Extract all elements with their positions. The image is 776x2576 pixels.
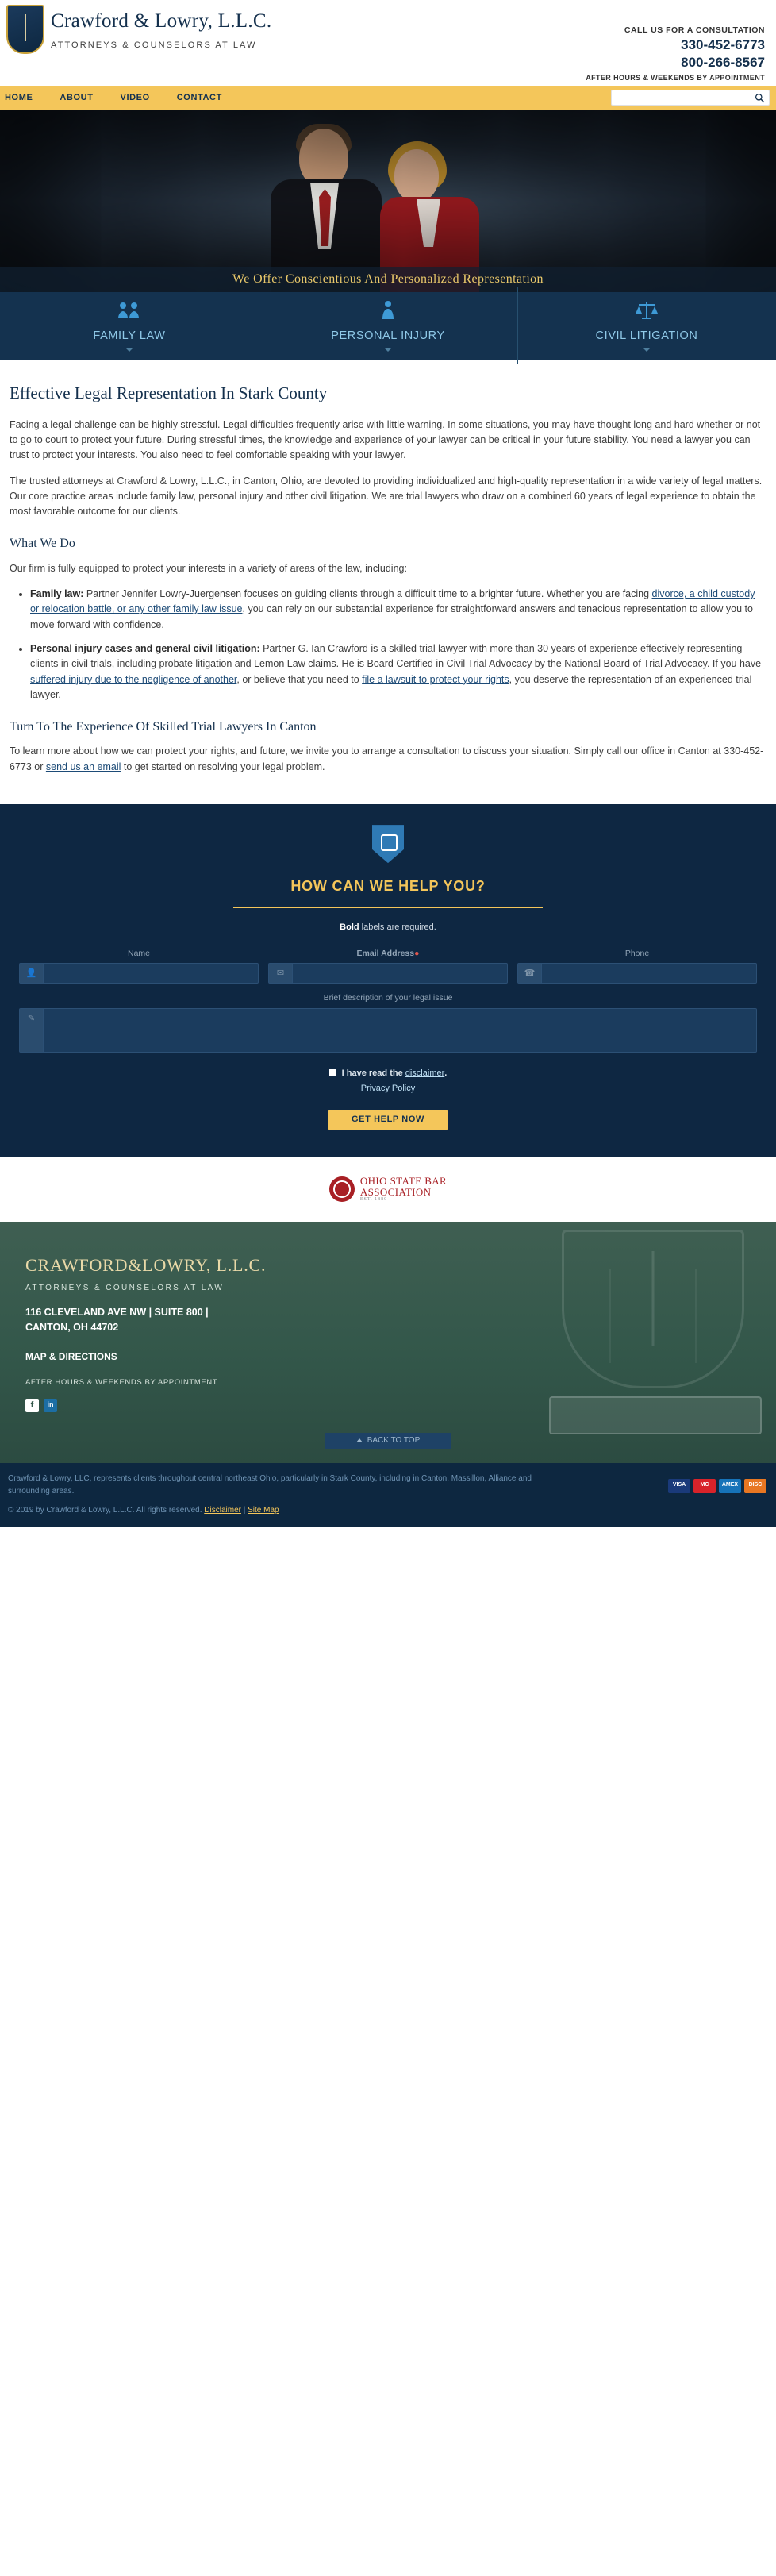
back-to-top-button[interactable]	[325, 1433, 451, 1449]
phone-label: Phone	[624, 949, 650, 959]
injury-text-b: , or believe that you need to	[236, 673, 363, 685]
caret-up-icon	[356, 1438, 363, 1442]
email-input[interactable]	[293, 968, 507, 979]
footer-content	[0, 1252, 776, 1412]
page-title: Effective Legal Representation In Stark County	[10, 383, 328, 402]
what-we-do-intro: Our firm is fully equipped to protect your interests in a variety of areas of the law, including:	[10, 562, 407, 574]
list-item	[30, 641, 766, 703]
disclaimer-row	[19, 1067, 757, 1080]
practice-list	[30, 587, 766, 703]
injury-text-a: Partner G. Ian Crawford is a skilled trial lawyer with more than 30 years of experience effectively representing clients in civil trials, including probate litigation and Lemon Law claims. He is Board Certified in Civil Trial Advocacy by the National Board of Trial Advocacy. If you have	[30, 643, 762, 670]
footer-firm-amp: &	[128, 1254, 143, 1275]
shield-icon	[372, 825, 404, 863]
footer-firm-name	[25, 1252, 776, 1279]
required-note	[0, 921, 776, 934]
practice-area-strip	[0, 292, 776, 360]
chevron-down-icon	[125, 348, 133, 352]
name-label: Name	[127, 949, 150, 959]
ohio-state-bar-badge	[329, 1176, 447, 1203]
family-law-lead: Family law:	[30, 587, 84, 599]
email-label	[268, 947, 508, 960]
map-directions-link[interactable]: MAP & DIRECTIONS	[25, 1350, 117, 1362]
privacy-row	[19, 1082, 757, 1095]
phone-input-wrap[interactable]	[517, 963, 757, 984]
name-input[interactable]	[44, 968, 258, 979]
call-block	[586, 24, 765, 84]
footer-address-line1: 116 CLEVELAND AVE NW | SUITE 800 |	[25, 1307, 209, 1319]
hero-caption: We Offer Conscientious And Personalized Representation	[0, 267, 776, 292]
required-star: ●	[414, 949, 420, 959]
closing-paragraph	[10, 744, 766, 775]
disclaimer-period: .	[444, 1068, 448, 1078]
nav-item-home[interactable]: HOME	[5, 93, 33, 102]
section-heading-what-we-do: What We Do	[10, 536, 75, 550]
search-input[interactable]	[612, 92, 748, 106]
footer-firm-name-1: CRAWFORD	[25, 1254, 129, 1275]
amex-card-icon: AMEX	[719, 1479, 741, 1493]
email-input-wrap[interactable]	[268, 963, 508, 984]
call-label: CALL US FOR A CONSULTATION	[624, 25, 765, 35]
back-to-top-label: BACK TO TOP	[367, 1435, 421, 1445]
linkedin-icon[interactable]: in	[44, 1399, 57, 1412]
nav-item-about[interactable]: ABOUT	[60, 93, 94, 102]
injury-icon	[259, 300, 517, 321]
injury-text-c: , you deserve the representation of an experienced trial lawyer.	[30, 673, 752, 701]
payment-cards	[668, 1479, 766, 1493]
footer-disclaimer-link[interactable]: Disclaimer	[204, 1505, 241, 1515]
service-area-disclaimer: Crawford & Lowry, LLC, represents clients throughout central northeast Ohio, particularly in Stark County, including in Canton, Massillon, Alliance and surrounding areas.	[8, 1473, 532, 1496]
firm-name: Crawford & Lowry, L.L.C.	[51, 10, 272, 33]
footer-address-line2: CANTON, OH 44702	[25, 1322, 119, 1334]
main-content	[0, 360, 776, 804]
get-help-now-button[interactable]: GET HELP NOW	[328, 1110, 448, 1130]
file-lawsuit-link[interactable]: file a lawsuit to protect your rights	[362, 673, 509, 685]
mail-icon: ✉	[269, 964, 293, 983]
nav-item-video[interactable]: VIDEO	[120, 93, 150, 102]
site-logo[interactable]	[6, 5, 271, 54]
nav-item-contact[interactable]: CONTACT	[176, 93, 222, 102]
list-item	[30, 587, 766, 633]
mastercard-icon: MC	[693, 1479, 716, 1493]
facebook-icon[interactable]: f	[25, 1399, 39, 1412]
section-heading-experience: Turn To The Experience Of Skilled Trial Lawyers In Canton	[10, 719, 317, 734]
privacy-policy-link[interactable]: Privacy Policy	[360, 1083, 416, 1093]
practice-area-civil-litigation[interactable]	[517, 300, 776, 352]
practice-area-label: FAMILY LAW	[93, 329, 166, 342]
chevron-down-icon	[643, 348, 651, 352]
practice-area-label: PERSONAL INJURY	[331, 329, 445, 342]
site-map-link[interactable]: Site Map	[248, 1505, 279, 1515]
badges-section	[0, 1157, 776, 1222]
pencil-icon: ✎	[20, 1009, 44, 1052]
intro-paragraph-1: Facing a legal challenge can be highly stressful. Legal difficulties frequently arise with little warning. In some situations, you may have thought long and hard whether or not to go to court to protect your future. During stressful times, the knowledge and experience of your lawyer can be critical in your future stability. You need a lawyer you can trust to protect your interests. You also need to feel comfortable speaking with your lawyer.	[10, 418, 761, 461]
link-separator: |	[240, 1505, 248, 1515]
scales-crest-icon	[6, 5, 44, 54]
site-footer	[0, 1222, 776, 1463]
bottom-bar	[0, 1463, 776, 1528]
site-header	[0, 0, 776, 86]
family-law-text-b: , you can rely on our substantial experience for straightforward answers and tenacious representation to allow you to move forward with confidence.	[30, 603, 753, 630]
osba-line3: EST. 1880	[359, 1197, 388, 1203]
contact-form-title: HOW CAN WE HELP YOU?	[233, 876, 543, 908]
practice-area-family-law[interactable]	[0, 300, 259, 352]
form-row-top	[19, 947, 757, 984]
main-nav	[0, 86, 776, 110]
hero-vignette	[0, 110, 776, 292]
name-field-group	[19, 947, 259, 984]
family-law-text-a: Partner Jennifer Lowry-Juergensen focuses on guiding clients through a difficult time to a brighter future. Whether you are facing	[83, 587, 652, 599]
osba-line1: OHIO STATE BAR	[359, 1174, 448, 1187]
name-input-wrap[interactable]	[19, 963, 259, 984]
footer-tagline: ATTORNEYS & COUNSELORS AT LAW	[25, 1283, 225, 1292]
email-field-group	[268, 947, 508, 984]
footer-hours-note: AFTER HOURS & WEEKENDS BY APPOINTMENT	[25, 1377, 218, 1387]
message-label: Brief description of your legal issue	[323, 993, 453, 1003]
hero-banner	[0, 110, 776, 292]
chevron-down-icon	[384, 348, 392, 352]
search-icon[interactable]	[755, 93, 765, 103]
copyright-text: © 2019 by Crawford & Lowry, L.L.C. All rights reserved.	[8, 1505, 205, 1515]
disclaimer-checkbox[interactable]	[329, 1069, 336, 1076]
osba-seal-icon	[329, 1176, 355, 1202]
header-hours-note: AFTER HOURS & WEEKENDS BY APPOINTMENT	[586, 73, 765, 82]
disclaimer-link[interactable]: disclaimer	[405, 1068, 445, 1078]
osba-text	[360, 1176, 447, 1203]
intro-paragraph-2: The trusted attorneys at Crawford & Lowry, L.L.C., in Canton, Ohio, are devoted to providing individualized and high-quality representation in a wide variety of legal matters. Our core practice areas include family law, personal injury and other civil litigation. We are trial lawyers who draw on a combined 60 years of legal experience to obtain the most favorable outcome for our clients.	[10, 475, 763, 518]
phone-icon: ☎	[518, 964, 542, 983]
visa-card-icon: VISA	[668, 1479, 690, 1493]
copyright-row	[8, 1504, 768, 1517]
send-email-link[interactable]: send us an email	[45, 760, 121, 772]
email-label-text: Email Address	[356, 949, 415, 959]
practice-area-personal-injury[interactable]	[259, 300, 517, 352]
closing-text-a: To learn more about how we can protect your rights, and future, we invite you to arrange a consultation to discuss your situation. Simply call our office in Canton at 330-452-6773 or	[10, 745, 764, 772]
injury-negligence-link[interactable]: suffered injury due to the negligence of another	[30, 673, 237, 685]
contact-form-section	[0, 804, 776, 1157]
closing-text-b: to get started on resolving your legal problem.	[121, 760, 325, 772]
phone-input[interactable]	[542, 968, 756, 979]
footer-firm-name-2: LOWRY, L.L.C.	[142, 1254, 267, 1275]
osba-line2: ASSOCIATION	[359, 1185, 432, 1198]
search-box[interactable]	[611, 90, 770, 106]
required-note-rest: labels are required.	[359, 922, 436, 933]
phone-secondary[interactable]: 800-266-8567	[681, 54, 765, 70]
required-note-bold: Bold	[340, 922, 359, 933]
footer-address	[25, 1305, 776, 1335]
practice-area-label: CIVIL LITIGATION	[595, 329, 698, 342]
social-links	[25, 1399, 776, 1412]
phone-primary[interactable]: 330-452-6773	[681, 37, 765, 53]
scales-icon	[517, 300, 776, 321]
phone-field-group	[517, 947, 757, 984]
contact-form	[19, 947, 757, 1130]
discover-card-icon: DISC	[744, 1479, 766, 1493]
message-input-wrap[interactable]	[19, 1008, 757, 1053]
family-law-link[interactable]: divorce, a child custody or relocation battle, or any other family law issue	[30, 587, 755, 615]
disclaimer-text: I have read the	[341, 1068, 405, 1078]
message-textarea[interactable]	[44, 1009, 756, 1052]
message-field-group	[19, 992, 757, 1052]
family-icon	[0, 300, 259, 321]
user-icon: 👤	[20, 964, 44, 983]
injury-litigation-lead: Personal injury cases and general civil litigation:	[30, 643, 260, 655]
firm-tagline: ATTORNEYS & COUNSELORS AT LAW	[51, 40, 257, 50]
